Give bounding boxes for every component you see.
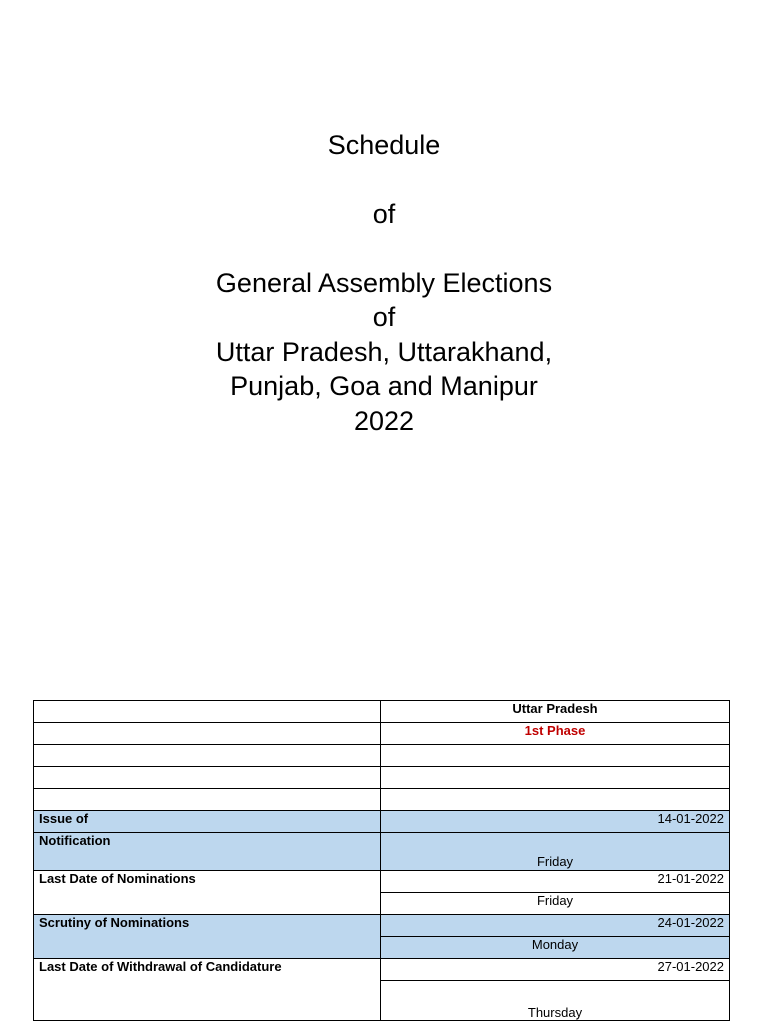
table-row (34, 833, 730, 871)
title-line-states-1: Uttar Pradesh, Uttarakhand, (215, 337, 553, 367)
row-date-scrutiny: 24-01-2022 (381, 915, 730, 937)
row-label-notification: Notification (34, 833, 381, 871)
table-cell-empty (381, 745, 730, 767)
title-line-of: of (372, 199, 396, 229)
state-header: Uttar Pradesh (381, 701, 730, 723)
row-day-notification: Friday (381, 833, 730, 871)
row-day-nominations: Friday (381, 893, 730, 915)
row-label-issue: Issue of (34, 811, 381, 833)
row-label-withdrawal: Last Date of Withdrawal of Candidature (34, 959, 381, 1021)
row-date-nominations: 21-01-2022 (381, 871, 730, 893)
table-cell-empty (381, 789, 730, 811)
row-date-withdrawal: 27-01-2022 (381, 959, 730, 981)
row-day-withdrawal: Thursday (381, 981, 730, 1021)
title-line-schedule: Schedule (327, 130, 441, 160)
row-label-scrutiny: Scrutiny of Nominations (34, 915, 381, 959)
phase-header: 1st Phase (381, 723, 730, 745)
row-label-nominations: Last Date of Nominations (34, 871, 381, 915)
table-row (34, 915, 730, 937)
table-cell-empty (34, 789, 381, 811)
table-row (34, 959, 730, 981)
title-line-elections: General Assembly Elections (215, 268, 553, 298)
table-cell-empty (381, 767, 730, 789)
table-cell-empty (34, 745, 381, 767)
title-line-states-2: Punjab, Goa and Manipur (230, 371, 538, 401)
table-row (34, 871, 730, 893)
row-date-issue: 14-01-2022 (381, 811, 730, 833)
title-line-year: 2022 (353, 406, 415, 436)
table-cell-empty (34, 767, 381, 789)
table-cell-empty (34, 723, 381, 745)
table-cell-empty (34, 701, 381, 723)
table-row (34, 811, 730, 833)
title-line-of-2: of (372, 302, 396, 332)
schedule-table (33, 700, 730, 1021)
row-day-scrutiny: Monday (381, 937, 730, 959)
